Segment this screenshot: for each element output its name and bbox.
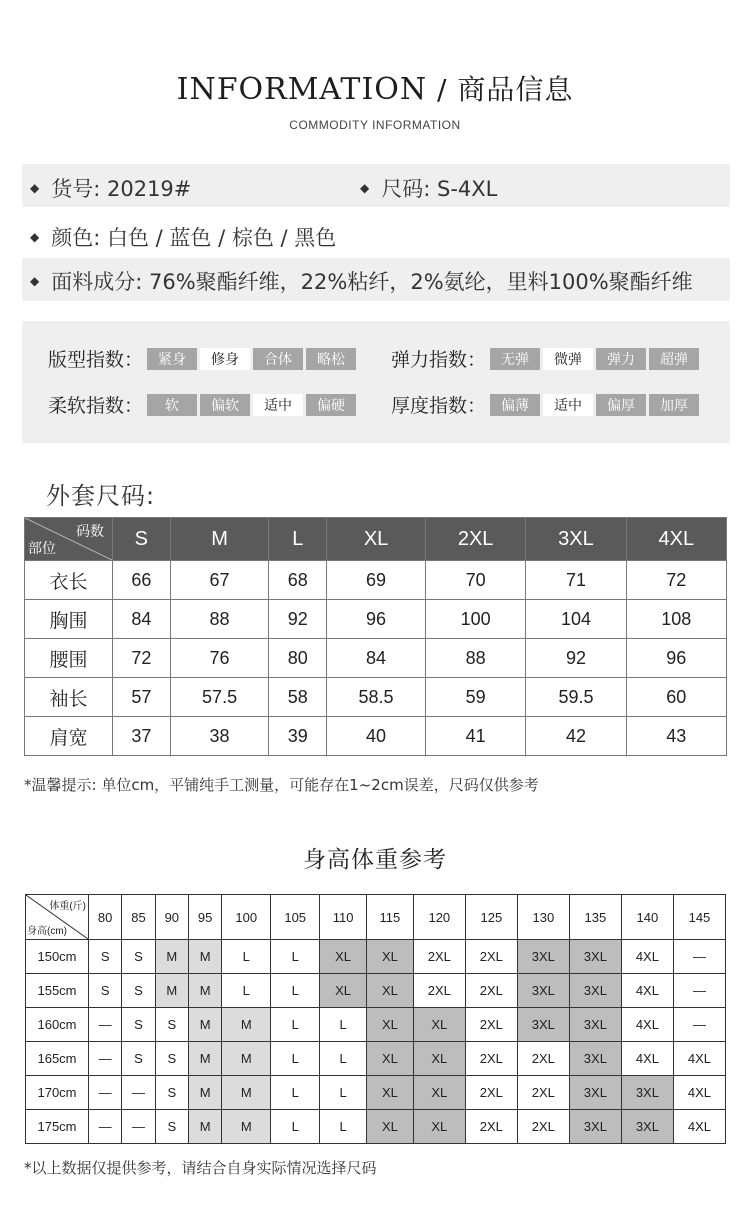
row-header: 胸围	[25, 600, 113, 639]
size-table-corner	[25, 518, 113, 561]
height-row-header: 170cm	[26, 1076, 89, 1110]
table-cell: S	[155, 1076, 188, 1110]
table-cell: 59.5	[526, 678, 626, 717]
table-cell: S	[155, 1042, 188, 1076]
table-cell: —	[89, 1008, 122, 1042]
table-cell: 80	[269, 639, 327, 678]
table-cell: L	[320, 1076, 367, 1110]
table-cell: 60	[626, 678, 726, 717]
row-header: 肩宽	[25, 717, 113, 756]
weight-column-header: 145	[673, 895, 725, 940]
table-cell: M	[222, 1042, 271, 1076]
bullet-icon: ◆	[30, 274, 40, 288]
weight-column-header: 125	[465, 895, 517, 940]
table-cell: S	[89, 974, 122, 1008]
table-cell: XL	[366, 1110, 413, 1144]
table-cell: 4XL	[673, 1042, 725, 1076]
title-sep: /	[427, 73, 458, 106]
row-header: 衣长	[25, 561, 113, 600]
table-row	[26, 974, 726, 1008]
table-cell: 43	[626, 717, 726, 756]
table-cell: 4XL	[621, 1042, 673, 1076]
index-chip-selected: 微弹	[543, 348, 593, 370]
table-cell: —	[673, 1008, 725, 1042]
index-options	[147, 348, 359, 370]
table-row	[25, 717, 727, 756]
table-cell: 57	[113, 678, 171, 717]
page-subtitle: COMMODITY INFORMATION	[289, 118, 461, 132]
table-cell: 4XL	[621, 940, 673, 974]
table-cell: XL	[413, 1076, 465, 1110]
index-chip: 弹力	[596, 348, 646, 370]
table-cell: —	[89, 1076, 122, 1110]
color-text: 颜色: 白色 / 蓝色 / 棕色 / 黑色	[51, 226, 337, 250]
table-cell: —	[673, 940, 725, 974]
weight-column-header: 95	[188, 895, 221, 940]
weight-column-header: 100	[222, 895, 271, 940]
table-cell: 76	[170, 639, 269, 678]
table-cell: 3XL	[569, 1042, 621, 1076]
size-column-header: M	[170, 518, 269, 561]
table-cell: XL	[413, 1008, 465, 1042]
table-cell: XL	[366, 1042, 413, 1076]
table-cell: 96	[626, 639, 726, 678]
table-cell: 3XL	[517, 940, 569, 974]
table-cell: 2XL	[465, 1008, 517, 1042]
table-cell: 68	[269, 561, 327, 600]
corner-bottom-label: 身高(cm)	[27, 926, 67, 937]
table-cell: M	[188, 940, 221, 974]
info-size-range	[360, 173, 497, 203]
table-cell: 84	[113, 600, 171, 639]
table-cell: 2XL	[413, 974, 465, 1008]
table-row	[25, 561, 727, 600]
table-cell: 4XL	[621, 1008, 673, 1042]
table-cell: 4XL	[673, 1076, 725, 1110]
size-column-header: S	[113, 518, 171, 561]
info-material	[30, 266, 693, 296]
weight-column-header: 130	[517, 895, 569, 940]
table-cell: 69	[327, 561, 426, 600]
table-cell: 58	[269, 678, 327, 717]
table-cell: 92	[526, 639, 626, 678]
index-label: 弹力指数：	[391, 349, 487, 371]
index-options	[490, 394, 702, 416]
table-cell: 71	[526, 561, 626, 600]
weight-column-header: 120	[413, 895, 465, 940]
table-cell: S	[122, 1008, 155, 1042]
index-chip: 加厚	[649, 394, 699, 416]
table-cell: 3XL	[569, 974, 621, 1008]
table-cell: 88	[425, 639, 525, 678]
table-cell: XL	[320, 974, 367, 1008]
table-cell: 3XL	[621, 1110, 673, 1144]
table-cell: M	[188, 1076, 221, 1110]
index-chip: 偏厚	[596, 394, 646, 416]
weight-column-header: 135	[569, 895, 621, 940]
table-cell: XL	[320, 940, 367, 974]
item-number-text: 货号: 20219#	[51, 177, 192, 201]
table-cell: S	[155, 1008, 188, 1042]
corner-top-label: 码数	[76, 523, 104, 539]
index-label: 版型指数：	[48, 349, 144, 371]
index-panel	[22, 321, 730, 443]
table-cell: 2XL	[465, 940, 517, 974]
index-label: 厚度指数：	[391, 395, 487, 417]
table-cell: M	[188, 1008, 221, 1042]
table-row	[25, 678, 727, 717]
table-row	[26, 940, 726, 974]
weight-column-header: 140	[621, 895, 673, 940]
table-cell: 67	[170, 561, 269, 600]
table-row	[26, 1110, 726, 1144]
size-range-text: 尺码: S-4XL	[381, 177, 498, 201]
table-cell: XL	[413, 1042, 465, 1076]
index-chip-selected: 适中	[253, 394, 303, 416]
table-cell: 2XL	[517, 1042, 569, 1076]
height-row-header: 175cm	[26, 1110, 89, 1144]
table-cell: S	[122, 940, 155, 974]
table-cell: S	[89, 940, 122, 974]
row-header: 腰围	[25, 639, 113, 678]
table-cell: 3XL	[569, 940, 621, 974]
size-note: *温馨提示: 单位cm，平铺纯手工测量，可能存在1~2cm误差，尺码仅供参考	[24, 776, 539, 794]
corner-top-label: 体重(斤)	[49, 901, 86, 912]
weight-column-header: 85	[122, 895, 155, 940]
hw-table-corner	[26, 895, 89, 940]
table-row	[26, 1042, 726, 1076]
material-text: 面料成分: 76%聚酯纤维，22%粘纤，2%氨纶，里料100%聚酯纤维	[51, 270, 693, 294]
index-chip: 无弹	[490, 348, 540, 370]
weight-column-header: 90	[155, 895, 188, 940]
table-cell: —	[89, 1042, 122, 1076]
table-cell: 2XL	[517, 1110, 569, 1144]
softness-index	[48, 391, 359, 418]
table-cell: 58.5	[327, 678, 426, 717]
table-cell: 3XL	[569, 1076, 621, 1110]
table-cell: 72	[626, 561, 726, 600]
table-cell: M	[188, 1110, 221, 1144]
table-cell: M	[155, 974, 188, 1008]
table-cell: XL	[366, 1008, 413, 1042]
table-cell: XL	[366, 1076, 413, 1110]
table-cell: —	[673, 974, 725, 1008]
table-cell: XL	[413, 1110, 465, 1144]
table-cell: 40	[327, 717, 426, 756]
info-color	[30, 222, 336, 252]
table-row	[25, 639, 727, 678]
table-cell: 84	[327, 639, 426, 678]
table-cell: L	[271, 1076, 320, 1110]
table-cell: 39	[269, 717, 327, 756]
table-row	[26, 1008, 726, 1042]
height-row-header: 150cm	[26, 940, 89, 974]
table-cell: L	[222, 974, 271, 1008]
table-cell: 41	[425, 717, 525, 756]
table-cell: 2XL	[413, 940, 465, 974]
table-cell: L	[271, 940, 320, 974]
index-chip: 超弹	[649, 348, 699, 370]
index-chip: 偏软	[200, 394, 250, 416]
table-cell: L	[271, 974, 320, 1008]
height-row-header: 155cm	[26, 974, 89, 1008]
table-cell: 96	[327, 600, 426, 639]
table-cell: L	[222, 940, 271, 974]
height-row-header: 160cm	[26, 1008, 89, 1042]
bullet-icon: ◆	[360, 181, 370, 195]
table-cell: M	[155, 940, 188, 974]
weight-column-header: 80	[89, 895, 122, 940]
corner-bottom-label: 部位	[28, 540, 56, 556]
index-options	[490, 348, 702, 370]
index-chip: 合体	[253, 348, 303, 370]
table-cell: 3XL	[517, 1008, 569, 1042]
weight-column-header: 110	[320, 895, 367, 940]
index-chip: 紧身	[147, 348, 197, 370]
table-cell: S	[122, 1042, 155, 1076]
table-cell: 2XL	[465, 974, 517, 1008]
table-cell: —	[122, 1110, 155, 1144]
info-header	[0, 68, 750, 132]
table-cell: 88	[170, 600, 269, 639]
table-cell: —	[89, 1110, 122, 1144]
size-column-header: 3XL	[526, 518, 626, 561]
index-chip: 偏薄	[490, 394, 540, 416]
index-chip: 软	[147, 394, 197, 416]
table-cell: 42	[526, 717, 626, 756]
table-cell: 3XL	[569, 1110, 621, 1144]
table-cell: L	[271, 1008, 320, 1042]
table-cell: 70	[425, 561, 525, 600]
index-chip-selected: 修身	[200, 348, 250, 370]
size-column-header: 4XL	[626, 518, 726, 561]
table-cell: 2XL	[465, 1042, 517, 1076]
index-chip: 偏硬	[306, 394, 356, 416]
table-cell: XL	[366, 974, 413, 1008]
table-cell: 3XL	[517, 974, 569, 1008]
hw-note: *以上数据仅提供参考，请结合自身实际情况选择尺码	[24, 1159, 377, 1177]
table-cell: M	[222, 1008, 271, 1042]
table-cell: 4XL	[673, 1110, 725, 1144]
table-cell: 59	[425, 678, 525, 717]
index-label: 柔软指数：	[48, 395, 144, 417]
bullet-icon: ◆	[30, 181, 40, 195]
table-cell: L	[271, 1110, 320, 1144]
bullet-icon: ◆	[30, 230, 40, 244]
table-cell: 3XL	[569, 1008, 621, 1042]
table-cell: 2XL	[465, 1076, 517, 1110]
table-cell: 37	[113, 717, 171, 756]
size-section-title: 外套尺码:	[46, 482, 156, 510]
page-title	[0, 68, 750, 108]
table-cell: M	[188, 1042, 221, 1076]
title-cn: 商品信息	[457, 73, 574, 106]
table-cell: M	[188, 974, 221, 1008]
height-weight-table	[25, 894, 726, 1144]
table-cell: 4XL	[621, 974, 673, 1008]
table-cell: L	[320, 1042, 367, 1076]
hw-title: 身高体重参考	[303, 847, 447, 873]
size-column-header: XL	[327, 518, 426, 561]
table-cell: L	[320, 1110, 367, 1144]
table-cell: 2XL	[465, 1110, 517, 1144]
thickness-index	[391, 391, 702, 418]
title-en: INFORMATION	[176, 72, 428, 107]
size-column-header: L	[269, 518, 327, 561]
size-table	[24, 517, 727, 756]
table-cell: M	[222, 1110, 271, 1144]
table-cell: L	[320, 1008, 367, 1042]
elasticity-index	[391, 345, 702, 372]
table-cell: S	[122, 974, 155, 1008]
index-chip-selected: 适中	[543, 394, 593, 416]
table-cell: S	[155, 1110, 188, 1144]
table-cell: L	[271, 1042, 320, 1076]
table-cell: 57.5	[170, 678, 269, 717]
table-cell: 66	[113, 561, 171, 600]
size-column-header: 2XL	[425, 518, 525, 561]
table-cell: —	[122, 1076, 155, 1110]
row-header: 袖长	[25, 678, 113, 717]
table-cell: 108	[626, 600, 726, 639]
index-options	[147, 394, 359, 416]
table-cell: 2XL	[517, 1076, 569, 1110]
weight-column-header: 105	[271, 895, 320, 940]
index-chip: 略松	[306, 348, 356, 370]
weight-column-header: 115	[366, 895, 413, 940]
table-cell: 3XL	[621, 1076, 673, 1110]
table-row	[26, 1076, 726, 1110]
info-item-number	[30, 173, 191, 203]
table-cell: 100	[425, 600, 525, 639]
table-row	[25, 600, 727, 639]
height-row-header: 165cm	[26, 1042, 89, 1076]
table-cell: 92	[269, 600, 327, 639]
table-cell: 104	[526, 600, 626, 639]
table-cell: 72	[113, 639, 171, 678]
table-cell: M	[222, 1076, 271, 1110]
table-cell: 38	[170, 717, 269, 756]
fit-index	[48, 345, 359, 372]
table-cell: XL	[366, 940, 413, 974]
